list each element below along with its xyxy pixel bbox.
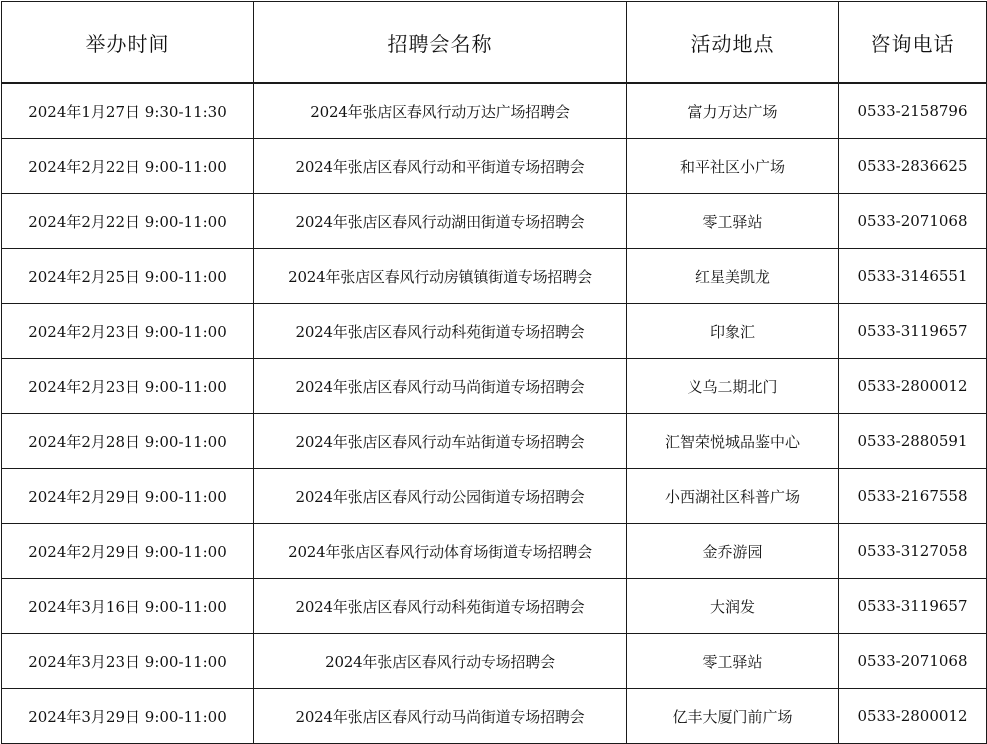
cell-phone: 0533-2167558 [839,469,987,524]
cell-phone: 0533-3119657 [839,579,987,634]
cell-time: 2024年1月27日 9:30-11:30 [2,83,254,139]
cell-name: 2024年张店区春风行动马尚街道专场招聘会 [254,689,627,744]
table-row [2,304,987,359]
cell-location: 零工驿站 [627,634,839,689]
table-row [2,469,987,524]
header-location: 活动地点 [627,2,839,84]
cell-location: 大润发 [627,579,839,634]
cell-location: 小西湖社区科普广场 [627,469,839,524]
cell-location: 红星美凯龙 [627,249,839,304]
table-row [2,579,987,634]
cell-time: 2024年3月29日 9:00-11:00 [2,689,254,744]
table-row [2,359,987,414]
cell-time: 2024年2月29日 9:00-11:00 [2,469,254,524]
cell-time: 2024年2月23日 9:00-11:00 [2,304,254,359]
header-phone: 咨询电话 [839,2,987,84]
table-row [2,249,987,304]
cell-name: 2024年张店区春风行动体育场街道专场招聘会 [254,524,627,579]
cell-location: 富力万达广场 [627,83,839,139]
cell-phone: 0533-3119657 [839,304,987,359]
cell-name: 2024年张店区春风行动万达广场招聘会 [254,83,627,139]
job-fair-schedule-table [1,1,987,744]
cell-phone: 0533-2800012 [839,689,987,744]
cell-name: 2024年张店区春风行动和平街道专场招聘会 [254,139,627,194]
cell-name: 2024年张店区春风行动车站街道专场招聘会 [254,414,627,469]
cell-name: 2024年张店区春风行动科苑街道专场招聘会 [254,304,627,359]
cell-phone: 0533-2071068 [839,634,987,689]
cell-name: 2024年张店区春风行动马尚街道专场招聘会 [254,359,627,414]
table-body [2,83,987,744]
header-name: 招聘会名称 [254,2,627,84]
cell-location: 义乌二期北门 [627,359,839,414]
cell-time: 2024年2月23日 9:00-11:00 [2,359,254,414]
table-header [2,2,987,84]
cell-name: 2024年张店区春风行动公园街道专场招聘会 [254,469,627,524]
cell-phone: 0533-3127058 [839,524,987,579]
table-row [2,139,987,194]
cell-phone: 0533-2071068 [839,194,987,249]
cell-location: 汇智荣悦城品鉴中心 [627,414,839,469]
cell-phone: 0533-2836625 [839,139,987,194]
cell-time: 2024年2月22日 9:00-11:00 [2,139,254,194]
cell-name: 2024年张店区春风行动湖田街道专场招聘会 [254,194,627,249]
cell-location: 印象汇 [627,304,839,359]
cell-location: 金乔游园 [627,524,839,579]
header-time: 举办时间 [2,2,254,84]
table-row [2,83,987,139]
cell-phone: 0533-3146551 [839,249,987,304]
cell-location: 亿丰大厦门前广场 [627,689,839,744]
table-row [2,194,987,249]
cell-time: 2024年2月25日 9:00-11:00 [2,249,254,304]
cell-name: 2024年张店区春风行动专场招聘会 [254,634,627,689]
table-row [2,414,987,469]
cell-time: 2024年2月28日 9:00-11:00 [2,414,254,469]
table-row [2,634,987,689]
cell-name: 2024年张店区春风行动科苑街道专场招聘会 [254,579,627,634]
table-row [2,524,987,579]
table-row [2,689,987,744]
cell-time: 2024年2月29日 9:00-11:00 [2,524,254,579]
cell-phone: 0533-2880591 [839,414,987,469]
cell-time: 2024年2月22日 9:00-11:00 [2,194,254,249]
header-row [2,2,987,84]
cell-phone: 0533-2158796 [839,83,987,139]
cell-time: 2024年3月16日 9:00-11:00 [2,579,254,634]
cell-location: 和平社区小广场 [627,139,839,194]
cell-location: 零工驿站 [627,194,839,249]
cell-name: 2024年张店区春风行动房镇镇街道专场招聘会 [254,249,627,304]
cell-phone: 0533-2800012 [839,359,987,414]
cell-time: 2024年3月23日 9:00-11:00 [2,634,254,689]
